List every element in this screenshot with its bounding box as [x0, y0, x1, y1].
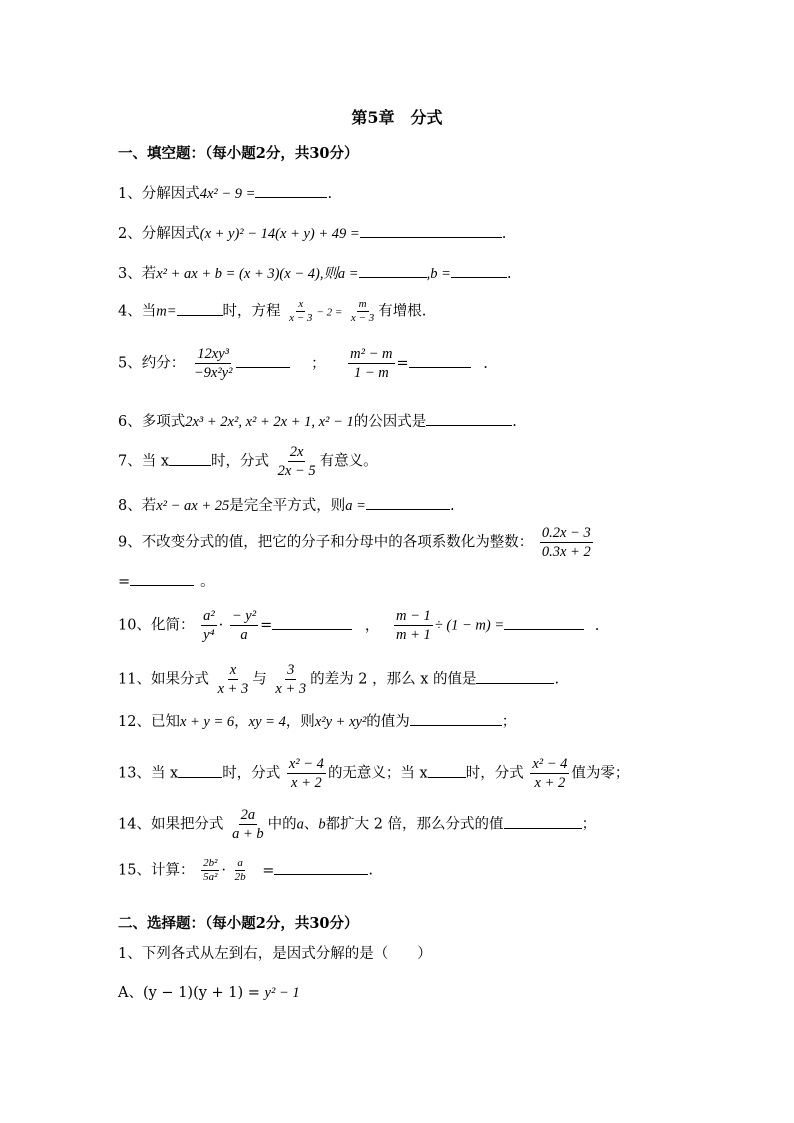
question-1: 1、分解因式4x² − 9 = . [118, 182, 332, 204]
section-multiple-choice-heading: 二、选择题：（每小题2分，共30分） [118, 915, 359, 932]
choice-question-1: 1、下列各式从左到右，是因式分解的是（ ） [118, 946, 432, 962]
question-11: 11、如果分式 $\frac{x}{x + 3}$ 与 $\frac{3}{x + 3}$ 的差为 2 ，那么 x 的值是 . [118, 662, 560, 697]
question-2: 2、分解因式(x + y)² − 14(x + y) + 49 = . [118, 222, 506, 244]
question-13: 13、当 x 时，分式 $\frac{\text{x² − 4}}{x + 2}$ 的无意义；当 x 时，分式 $\frac{\text{x² − 4}}{x + 2}$ 值为零； [118, 756, 630, 791]
question-7: 7、当 x 时，分式 $\frac{2x}{2x - 5}$ 有意义。 [118, 444, 378, 479]
question-12: 12、已知x + y = 6，xy = 4，则x²y + xy²的值为 ； [118, 710, 516, 732]
question-6: 6、多项式2x³ + 2x², x² + 2x + 1, x² − 1的公因式是 . [118, 410, 517, 432]
choice-1-option-a: A、(y − 1)(y + 1) = y² − 1 [118, 985, 300, 1001]
section-fill-blank-heading: 一、填空题：（每小题2分，共30分） [118, 145, 359, 162]
question-15: 15、计算： $\frac{\text{2b²}}{\text{5a²}}$ · $\frac{a}{2b}$ = . [118, 857, 373, 883]
question-14: 14、如果把分式 $\frac{2a}{a + b}$ 中的a、b都扩大 2 倍，那么分式的值 ； [118, 807, 597, 842]
question-10: 10、化简： $\frac{\text{a²}}{\text{y⁴}}$ · $\frac{\text{− y²}}{a}$ = ， $\frac{m - 1}{m + 1}$ ÷ (1 − m) = . [118, 608, 600, 643]
question-9-answer: = 。 [118, 570, 215, 592]
question-3: 3、若x² + ax + b = (x + 3)(x − 4),则a = ,b = . [118, 262, 512, 284]
question-8: 8、若x² − ax + 25是完全平方式，则a = . [118, 494, 455, 516]
page-title: 第5章 分式 [351, 108, 443, 127]
question-5: 5、约分： $\frac{\text{12xy³}}{\text{−9x²y²}}$ ； $\frac{\text{m² − m}}{1 - m}$ = . [118, 346, 488, 381]
question-4: 4、当m= 时，方程 $\frac{x}{x - 3}$ − 2 = $\frac{m}{x - 3}$ 有增根. [118, 298, 427, 324]
question-9: 9、不改变分式的值，把它的分子和分母中的各项系数化为整数： $\frac{0.2x - 3}{0.3x + 2}$ [118, 525, 591, 560]
